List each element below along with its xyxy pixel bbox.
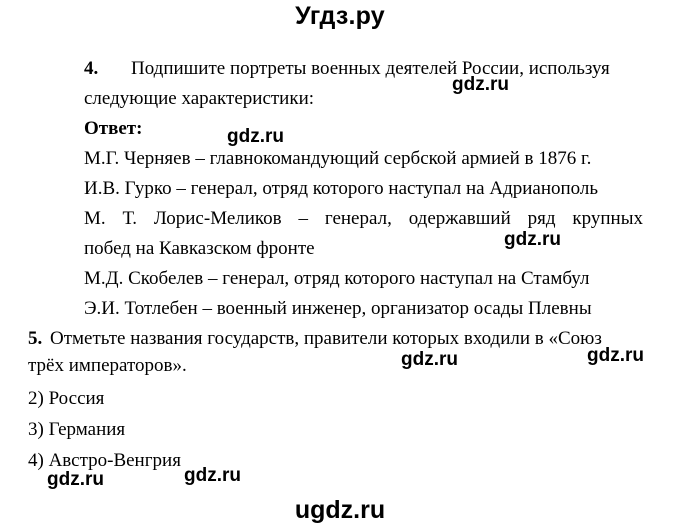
answer-line: М.Г. Черняев – главнокомандующий сербской армией в 1876 г.: [84, 148, 592, 169]
watermark: gdz.ru: [401, 349, 458, 370]
answer-line: Э.И. Тотлебен – военный инженер, организатор осады Плевны: [84, 298, 592, 319]
task4-question-line1: Подпишите портреты военных деятелей России, используя: [131, 58, 610, 79]
option-item: 3) Германия: [28, 419, 126, 440]
watermark: gdz.ru: [452, 74, 509, 95]
site-footer: ugdz.ru: [294, 496, 386, 524]
watermark: gdz.ru: [504, 229, 561, 250]
answer-line: М. Т. Лорис-Меликов – генерал, одержавший ряд крупных: [84, 208, 643, 229]
option-item: 2) Россия: [28, 388, 105, 409]
watermark: gdz.ru: [184, 465, 241, 486]
task5-question-line1: Отметьте названия государств, правители которых входили в «Союз: [50, 328, 602, 349]
watermark: gdz.ru: [47, 469, 104, 490]
task4-question-line2: следующие характеристики:: [84, 88, 315, 109]
task4-number: 4.: [84, 58, 99, 79]
task5-number: 5.: [28, 328, 43, 349]
site-header: Угдз.ру: [295, 2, 385, 30]
answer-line: И.В. Гурко – генерал, отряд которого наступал на Адрианополь: [84, 178, 599, 199]
watermark: gdz.ru: [227, 126, 284, 147]
watermark: gdz.ru: [587, 345, 644, 366]
answer-label: Ответ:: [84, 118, 143, 139]
task5-question-line2: трёх императоров».: [28, 355, 187, 376]
answer-line: М.Д. Скобелев – генерал, отряд которого наступал на Стамбул: [84, 268, 590, 289]
option-item: 4) Австро-Венгрия: [28, 450, 181, 471]
answer-line: побед на Кавказском фронте: [84, 238, 315, 259]
